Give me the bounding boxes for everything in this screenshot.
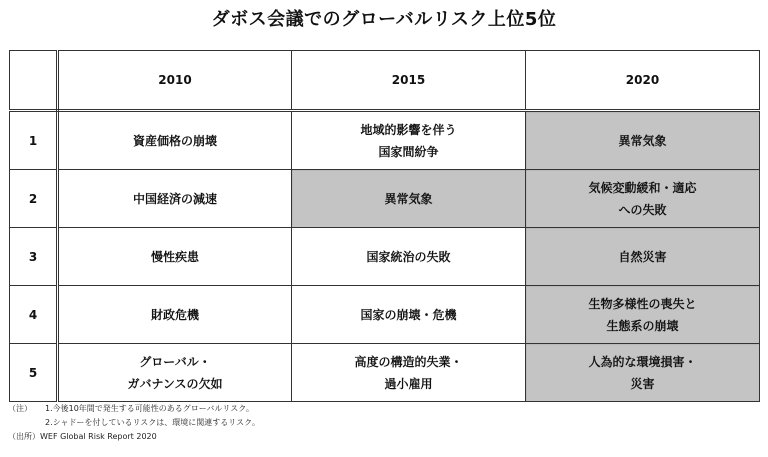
note-2 (8, 416, 758, 430)
rank-cell: 4 (10, 286, 58, 344)
note-text: 2.シャドーを付しているリスクは、環境に関連するリスク。 (45, 418, 260, 427)
table-row (10, 228, 760, 286)
note-text: 1.今後10年間で発生する可能性のあるグローバルリスク。 (45, 404, 254, 413)
risk-cell: 国家統治の失敗 (292, 228, 526, 286)
risk-cell: 中国経済の減速 (58, 170, 292, 228)
risk-cell: 異常気象 (292, 170, 526, 228)
header-year-2010: 2010 (58, 51, 292, 111)
risk-cell: 気候変動緩和・適応 への失敗 (526, 170, 760, 228)
risk-cell: 異常気象 (526, 111, 760, 170)
rank-cell: 5 (10, 344, 58, 402)
rank-cell: 3 (10, 228, 58, 286)
risk-cell: 地域的影響を伴う 国家間紛争 (292, 111, 526, 170)
risk-ranking-table (9, 50, 760, 402)
note-label: （注） (8, 404, 32, 413)
source-text: WEF Global Risk Report 2020 (40, 432, 157, 441)
risk-cell: 資産価格の崩壊 (58, 111, 292, 170)
risk-cell: 自然災害 (526, 228, 760, 286)
page-title: ダボス会議でのグローバルリスク上位5位 (211, 9, 557, 30)
table-row (10, 344, 760, 402)
risk-cell: 人為的な環境損害・ 災害 (526, 344, 760, 402)
table-row (10, 286, 760, 344)
header-year-2015: 2015 (292, 51, 526, 111)
risk-cell: 高度の構造的失業・ 過小雇用 (292, 344, 526, 402)
table-header-row (10, 51, 760, 111)
rank-cell: 2 (10, 170, 58, 228)
footnotes (8, 402, 758, 444)
note-1 (8, 402, 758, 416)
table-row (10, 111, 760, 170)
header-rank-cell (10, 51, 58, 111)
source-note (8, 430, 758, 444)
source-label: （出所） (8, 432, 40, 441)
risk-cell: 財政危機 (58, 286, 292, 344)
rank-cell: 1 (10, 111, 58, 170)
table-row (10, 170, 760, 228)
risk-cell: グローバル・ ガバナンスの欠如 (58, 344, 292, 402)
risk-cell: 生物多様性の喪失と 生態系の崩壊 (526, 286, 760, 344)
header-year-2020: 2020 (526, 51, 760, 111)
risk-cell: 慢性疾患 (58, 228, 292, 286)
risk-cell: 国家の崩壊・危機 (292, 286, 526, 344)
